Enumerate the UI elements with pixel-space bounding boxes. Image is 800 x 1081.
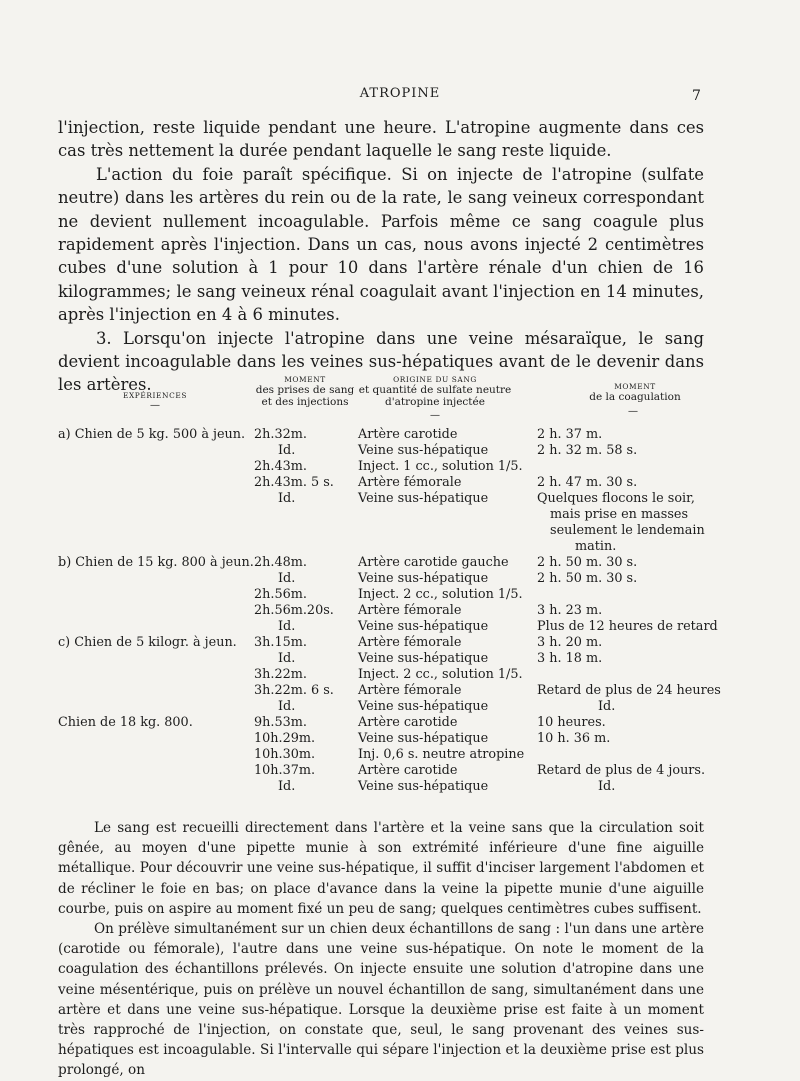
coag-cell: 3 h. 20 m. bbox=[537, 635, 603, 650]
table-row bbox=[0, 715, 800, 731]
table-row bbox=[0, 635, 800, 651]
time-cell: 9h.53m. bbox=[254, 715, 307, 730]
time-cell: 3h.15m. bbox=[254, 635, 307, 650]
origin-cell: Inject. 1 cc., solution 1/5. bbox=[358, 459, 523, 474]
origin-cell: Veine sus-hépatique bbox=[358, 571, 489, 586]
origin-cell: Veine sus-hépatique bbox=[358, 443, 489, 458]
running-title: ATROPINE bbox=[359, 86, 441, 101]
table-row bbox=[0, 603, 800, 619]
table-row bbox=[0, 571, 800, 587]
time-cell: Id. bbox=[278, 651, 296, 666]
time-cell: Id. bbox=[278, 779, 296, 794]
header-moment: MOMENT bbox=[284, 375, 326, 384]
table-row bbox=[0, 427, 800, 443]
time-cell: 10h.37m. bbox=[254, 763, 316, 778]
experience-cell: c) Chien de 5 kilogr. à jeun. bbox=[58, 635, 237, 650]
header-dash: — bbox=[150, 400, 160, 411]
coag-cell: Id. bbox=[598, 779, 616, 794]
intro-paragraph: L'action du foie paraît spécifique. Si on injecte de l'atropine (sulfate neutre) dans les artères du rein ou de la rate, le sang veineux correspondant ne devient nullement incoagulable. Parfois même ce sang coagule plus rapidement après l'injection. Dans un cas, nous avons injecté 2 centimètres cubes d'une solution à 1 pour 10 dans l'artère rénale d'un chien de 16 kilogrammes; le sang veineux rénal coagulait avant l'injection en 14 minutes, après l'injection en 4 à 6 minutes. bbox=[58, 164, 704, 325]
header-coagulation-text: de la coagulation bbox=[589, 391, 681, 403]
table-row bbox=[0, 731, 800, 747]
origin-cell: Veine sus-hépatique bbox=[358, 699, 489, 714]
table-row bbox=[0, 747, 800, 763]
time-cell: 2h.56m.20s. bbox=[254, 603, 334, 618]
bottom-text bbox=[58, 818, 704, 1081]
origin-cell: Artère fémorale bbox=[358, 603, 462, 618]
time-cell: 2h.56m. bbox=[254, 587, 307, 602]
time-cell: Id. bbox=[278, 619, 296, 634]
coag-cell: 2 h. 50 m. 30 s. bbox=[537, 571, 638, 586]
time-cell: 10h.29m. bbox=[254, 731, 316, 746]
experience-cell: a) Chien de 5 kg. 500 à jeun. bbox=[58, 427, 246, 442]
table-row bbox=[0, 443, 800, 459]
origin-cell: Artère fémorale bbox=[358, 683, 462, 698]
origin-cell: Artère fémorale bbox=[358, 475, 462, 490]
time-cell: 2h.32m. bbox=[254, 427, 307, 442]
origin-cell: Veine sus-hépatique bbox=[358, 619, 489, 634]
coag-cell: 3 h. 18 m. bbox=[537, 651, 603, 666]
time-cell: 2h.48m. bbox=[254, 555, 307, 570]
table-row bbox=[0, 587, 800, 603]
time-cell: 3h.22m. bbox=[254, 667, 307, 682]
table-row bbox=[0, 459, 800, 475]
time-cell: Id. bbox=[278, 699, 296, 714]
coag-cell: Quelques flocons le soir, bbox=[537, 491, 695, 506]
experience-cell: Chien de 18 kg. 800. bbox=[58, 715, 193, 730]
coag-cell: 2 h. 32 m. 58 s. bbox=[537, 443, 638, 458]
time-cell: Id. bbox=[278, 571, 296, 586]
coag-cell: 10 h. 36 m. bbox=[537, 731, 611, 746]
time-cell: 2h.43m. bbox=[254, 459, 307, 474]
coag-cell: Plus de 12 heures de retard bbox=[537, 619, 718, 634]
time-cell: Id. bbox=[278, 491, 296, 506]
bottom-paragraph: Le sang est recueilli directement dans l'artère et la veine sans que la circulation soit gênée, au moyen d'une pipette munie à son extrémité inférieure d'une fine aiguille métallique. Pour découvrir une veine sus-hépatique, il suffit d'inciser largement l'abdomen et de récliner le foie en bas; on place d'avance dans la veine la pipette munie d'une aiguille courbe, puis on aspire au moment fixé un peu de sang; quelques centimètres cubes suffisent. bbox=[58, 820, 704, 917]
table-row bbox=[0, 491, 800, 507]
coag-cell: Retard de plus de 4 jours. bbox=[537, 763, 706, 778]
header-experiences: EXPÉRIENCES bbox=[122, 391, 188, 400]
experience-cell: b) Chien de 15 kg. 800 à jeun. bbox=[58, 555, 254, 570]
origin-cell: Inject. 2 cc., solution 1/5. bbox=[358, 667, 523, 682]
table-row bbox=[0, 475, 800, 491]
table-row bbox=[0, 619, 800, 635]
origin-cell: Inj. 0,6 s. neutre atropine bbox=[358, 747, 525, 762]
coag-continuation: mais prise en masses bbox=[550, 507, 689, 522]
origin-cell: Veine sus-hépatique bbox=[358, 731, 489, 746]
coag-cell: 2 h. 50 m. 30 s. bbox=[537, 555, 638, 570]
origin-cell: Inject. 2 cc., solution 1/5. bbox=[358, 587, 523, 602]
origin-cell: Veine sus-hépatique bbox=[358, 651, 489, 666]
header-coagulation: MOMENT bbox=[614, 382, 656, 391]
origin-cell: Artère carotide bbox=[358, 715, 458, 730]
coag-cell: Retard de plus de 24 heures bbox=[537, 683, 721, 698]
table-row bbox=[0, 683, 800, 699]
table-row bbox=[0, 763, 800, 779]
intro-text bbox=[58, 116, 704, 397]
coag-cell: 10 heures. bbox=[537, 715, 606, 730]
time-cell: 2h.43m. 5 s. bbox=[254, 475, 334, 490]
coag-continuation: seulement le lendemain bbox=[550, 523, 705, 538]
coag-cell: 3 h. 23 m. bbox=[537, 603, 603, 618]
origin-cell: Veine sus-hépatique bbox=[358, 491, 489, 506]
time-cell: 3h.22m. 6 s. bbox=[254, 683, 334, 698]
table-row bbox=[0, 779, 800, 795]
origin-cell: Veine sus-hépatique bbox=[358, 779, 489, 794]
origin-cell: Artère carotide bbox=[358, 763, 458, 778]
intro-paragraph: l'injection, reste liquide pendant une heure. L'atropine augmente dans ces cas très nettement la durée pendant laquelle le sang reste liquide. bbox=[58, 118, 704, 161]
intro-paragraph: 3. Lorsqu'on injecte l'atropine dans une veine mésaraïque, le sang devient incoagulable dans les veines sus-hépatiques avant de le devenir dans les artères. bbox=[58, 328, 704, 395]
header-dash: — bbox=[430, 410, 440, 421]
page-number: 7 bbox=[692, 88, 701, 104]
coag-cell: 2 h. 37 m. bbox=[537, 427, 603, 442]
time-cell: 10h.30m. bbox=[254, 747, 316, 762]
table-row bbox=[0, 651, 800, 667]
coag-continuation: matin. bbox=[575, 539, 617, 554]
table-row bbox=[0, 555, 800, 571]
header-moment-text: des prises de sang et des injections bbox=[255, 384, 355, 408]
header-origine: ORIGINE DU SANG bbox=[393, 375, 477, 384]
origin-cell: Artère fémorale bbox=[358, 635, 462, 650]
bottom-paragraph: On prélève simultanément sur un chien deux échantillons de sang : l'un dans une artère (carotide ou fémorale), l'autre dans une veine sus-hépatique. On note le moment de la coagulation des échantillons prélevés. On injecte ensuite une solution d'atropine dans une veine mésentérique, puis on prélève un nouvel échantillon de sang, simultanément dans une artère et dans une veine sus-hépatique. Lorsque la deuxième prise est faite à un moment très rapproché de l'injection, on constate que, seul, le sang provenant des veines sus-hépatiques est incoagulable. Si l'intervalle qui sépare l'injection et la deuxième prise est plus prolongé, on bbox=[58, 921, 704, 1079]
coag-cell: Id. bbox=[598, 699, 616, 714]
table-row bbox=[0, 699, 800, 715]
header-dash: — bbox=[628, 406, 638, 417]
time-cell: Id. bbox=[278, 443, 296, 458]
origin-cell: Artère carotide bbox=[358, 427, 458, 442]
table-row bbox=[0, 667, 800, 683]
coag-cell: 2 h. 47 m. 30 s. bbox=[537, 475, 638, 490]
origin-cell: Artère carotide gauche bbox=[358, 555, 509, 570]
header-origine-text: et quantité de sulfate neutre d'atropine injectée bbox=[358, 384, 512, 408]
